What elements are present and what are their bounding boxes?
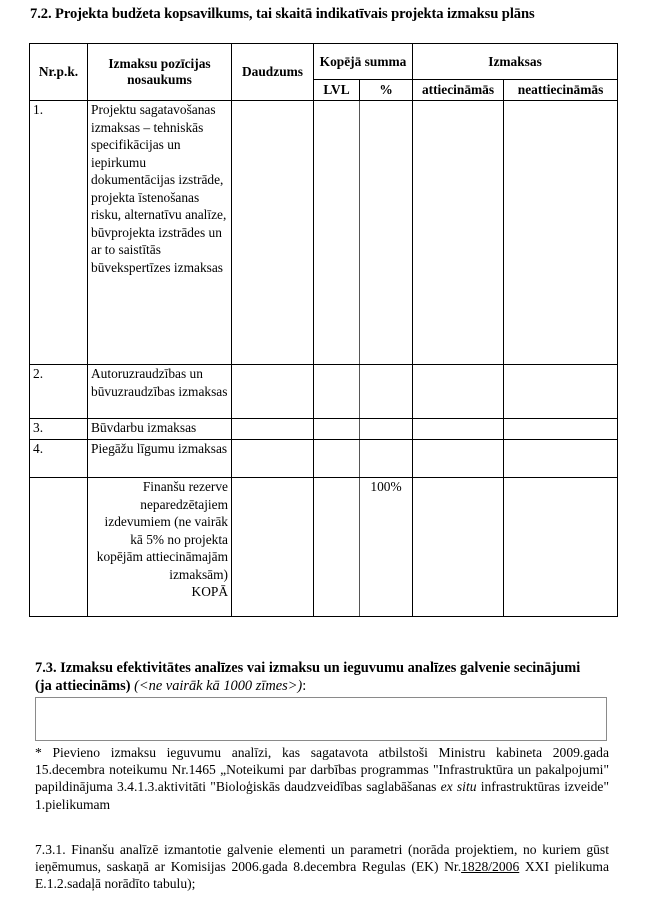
section-7-3-heading bbox=[35, 659, 595, 695]
row-lvl-cell[interactable] bbox=[314, 101, 360, 365]
header-quantity: Daudzums bbox=[232, 44, 314, 101]
footnote-text-end: infrastruktūras izveide" 1.pielikumam bbox=[35, 779, 610, 812]
row-quantity-cell[interactable] bbox=[232, 478, 314, 617]
row-eligible-cell[interactable] bbox=[413, 440, 504, 478]
row-percent-cell[interactable] bbox=[360, 365, 413, 419]
row-eligible-cell[interactable] bbox=[413, 101, 504, 365]
row-quantity-cell[interactable] bbox=[232, 419, 314, 440]
header-eligible: attiecināmās bbox=[413, 80, 504, 101]
row-percent-cell[interactable]: 100% bbox=[360, 478, 413, 617]
row-lvl-cell[interactable] bbox=[314, 365, 360, 419]
regulation-link[interactable]: 1828/2006 bbox=[461, 859, 520, 875]
row-ineligible-cell[interactable] bbox=[504, 478, 618, 617]
row-percent-cell[interactable] bbox=[360, 440, 413, 478]
table-row bbox=[30, 101, 618, 365]
row-quantity-cell[interactable] bbox=[232, 365, 314, 419]
header-ineligible: neattiecināmās bbox=[504, 80, 618, 101]
row-item-name: Piegāžu līgumu izmaksas bbox=[88, 440, 232, 478]
row-ineligible-cell[interactable] bbox=[504, 440, 618, 478]
header-total-sum: Kopējā summa bbox=[314, 44, 413, 80]
row-nr bbox=[30, 478, 88, 617]
row-eligible-cell[interactable] bbox=[413, 419, 504, 440]
row-nr: 4. bbox=[30, 440, 88, 478]
row-item-name bbox=[88, 478, 232, 617]
footnote-italic-term: ex situ bbox=[440, 779, 477, 795]
header-total-lvl: LVL bbox=[314, 80, 360, 101]
footnote-text-start: * Pievieno izmaksu ieguvumu analīzi, kas sagatavota atbilstoši Ministru kabineta 2009.gada 15.decembra noteikumu Nr.1465 „Noteikumi par darbības programmas "Infrastruktūra un pakalpojumi" papildinājuma 3.4.1.3.aktivitāti "Bioloģiskās daudzveidības saglabāšanas bbox=[35, 745, 609, 795]
row-lvl-cell[interactable] bbox=[314, 478, 360, 617]
header-item-name: Izmaksu pozīcijas nosaukums bbox=[88, 44, 232, 101]
row-item-name: Projektu sagatavošanas izmaksas – tehniskās specifikācijas un iepirkumu dokumentācijas izstrāde, projekta īstenošanas risku, alternatīvu analīze, būvprojekta izstrādes un ar to saistītās būvekspertīzes izmaksas bbox=[88, 101, 232, 365]
section-7-3-1 bbox=[35, 841, 609, 893]
reserve-label: Finanšu rezerve neparedzētajiem izdevumiem (ne vairāk kā 5% no projekta kopējām attiecināmajām izmaksām) bbox=[96, 479, 228, 582]
row-ineligible-cell[interactable] bbox=[504, 365, 618, 419]
table-row bbox=[30, 419, 618, 440]
total-label: KOPĀ bbox=[191, 584, 228, 599]
table-row-total bbox=[30, 478, 618, 617]
row-ineligible-cell[interactable] bbox=[504, 101, 618, 365]
character-limit-hint: (<ne vairāk kā 1000 zīmes>) bbox=[134, 678, 303, 694]
section-7-3-title: 7.3. Izmaksu efektivitātes analīzes vai izmaksu un ieguvumu analīzes galvenie secinājumi (ja attiecināms) bbox=[35, 660, 581, 694]
row-item-name: Autoruzraudzības un būvuzraudzības izmaksas bbox=[88, 365, 232, 419]
budget-summary-table bbox=[29, 43, 618, 617]
row-lvl-cell[interactable] bbox=[314, 419, 360, 440]
row-item-name: Būvdarbu izmaksas bbox=[88, 419, 232, 440]
row-lvl-cell[interactable] bbox=[314, 440, 360, 478]
header-costs: Izmaksas bbox=[413, 44, 618, 80]
header-total-percent: % bbox=[360, 80, 413, 101]
table-row bbox=[30, 365, 618, 419]
row-percent-cell[interactable] bbox=[360, 419, 413, 440]
row-nr: 3. bbox=[30, 419, 88, 440]
row-eligible-cell[interactable] bbox=[413, 365, 504, 419]
table-row bbox=[30, 440, 618, 478]
footnote bbox=[35, 744, 609, 813]
row-eligible-cell[interactable] bbox=[413, 478, 504, 617]
section-7-2-heading: 7.2. Projekta budžeta kopsavilkums, tai skaitā indikatīvais projekta izmaksu plāns bbox=[30, 6, 535, 22]
row-quantity-cell[interactable] bbox=[232, 101, 314, 365]
row-percent-cell[interactable] bbox=[360, 101, 413, 365]
header-nr: Nr.p.k. bbox=[30, 44, 88, 101]
conclusions-input-box[interactable] bbox=[35, 697, 607, 741]
section-7-3-1-text-end: XXI pielikuma E.1.2.sadaļā norādīto tabulu); bbox=[35, 859, 609, 892]
heading-colon: : bbox=[302, 678, 307, 694]
row-quantity-cell[interactable] bbox=[232, 440, 314, 478]
row-nr: 2. bbox=[30, 365, 88, 419]
section-7-3-1-text-start: 7.3.1. Finanšu analīzē izmantotie galvenie elementi un parametri (norāda projektiem, no kuriem gūst ieņēmumus, saskaņā ar Komisijas 2006.gada 8.decembra Regulas (EK) Nr. bbox=[35, 842, 609, 875]
row-ineligible-cell[interactable] bbox=[504, 419, 618, 440]
row-nr: 1. bbox=[30, 101, 88, 365]
